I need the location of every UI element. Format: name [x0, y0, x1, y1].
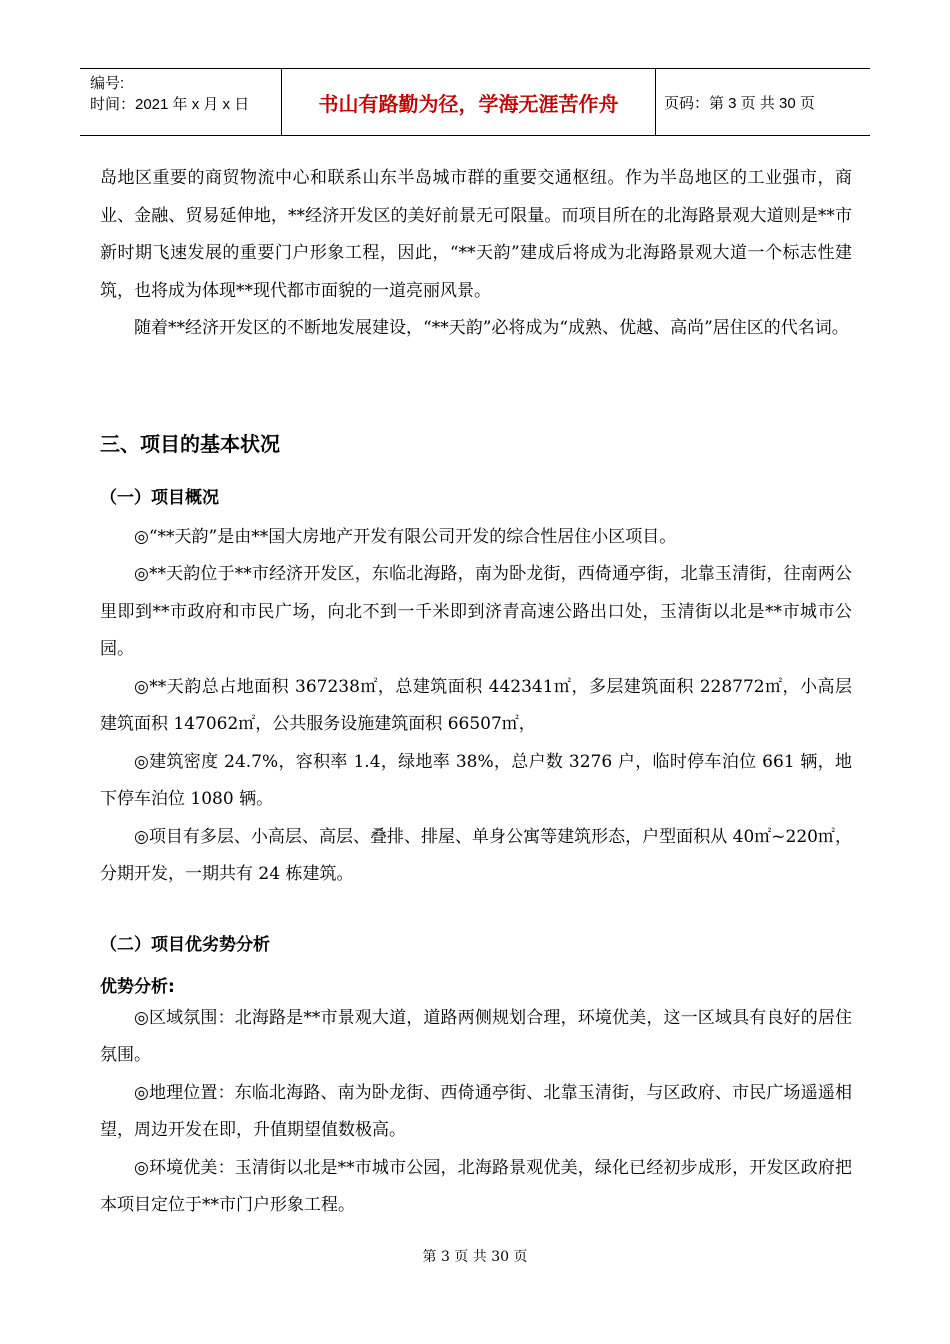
- subsection-heading: （二）项目优劣势分析: [100, 934, 270, 955]
- paragraph: ◎**天韵总占地面积 367238㎡，总建筑面积 442341㎡，多层建筑面积 228772㎡，小高层建筑面积 147062㎡，公共服务设施建筑面积 66507㎡，: [100, 676, 852, 734]
- advantage-heading: 优势分析:: [100, 976, 175, 997]
- paragraph: ◎地理位置：东临北海路、南为卧龙街、西倚通亭街、北靠玉清街，与区政府、市民广场遥遥相望，周边开发在即，升值期望值数极高。: [100, 1082, 852, 1140]
- document-body: [100, 160, 852, 1225]
- header-meta: [80, 69, 282, 135]
- paragraph: ◎区域氛围：北海路是**市景观大道，道路两侧规划合理，环境优美，这一区域具有良好的居住氛围。: [100, 1007, 852, 1065]
- subsection-heading: （一）项目概况: [100, 487, 219, 508]
- paragraph: 岛地区重要的商贸物流中心和联系山东半岛城市群的重要交通枢纽。作为半岛地区的工业强市，商业、金融、贸易延伸地，**经济开发区的美好前景无可限量。而项目所在的北海路景观大道则是**市新时期飞速发展的重要门户形象工程，因此，“**天韵”建成后将成为北海路景观大道一个标志性建筑，也将成为体现**现代都市面貌的一道亮丽风景。: [100, 168, 852, 301]
- paragraph: ◎项目有多层、小高层、高层、叠排、排屋、单身公寓等建筑形态，户型面积从 40㎡~220㎡，分期开发，一期共有 24 栋建筑。: [100, 826, 852, 884]
- date-label: 时间：2021 年 x 月 x 日: [90, 96, 250, 113]
- paragraph: ◎**天韵位于**市经济开发区，东临北海路，南为卧龙街，西倚通亭街，北靠玉清街，往南两公里即到**市政府和市民广场，向北不到一千米即到济青高速公路出口处，玉清街以北是**市城市公园。: [100, 564, 852, 659]
- header-motto: 书山有路勤为径，学海无涯苦作舟: [282, 69, 656, 135]
- page-header: [80, 68, 870, 136]
- page-footer: 第 3 页 共 30 页: [422, 1249, 528, 1265]
- header-page-info: 页码：第 3 页 共 30 页: [664, 94, 815, 112]
- paragraph: ◎“**天韵”是由**国大房地产开发有限公司开发的综合性居住小区项目。: [134, 526, 677, 547]
- number-label: 编号:: [90, 75, 125, 92]
- paragraph: ◎建筑密度 24.7%，容积率 1.4，绿地率 38%，总户数 3276 户，临时停车泊位 661 辆，地下停车泊位 1080 辆。: [100, 751, 852, 809]
- paragraph: 随着**经济开发区的不断地发展建设，“**天韵”必将成为“成熟、优越、高尚”居住区的代名词。: [134, 318, 849, 338]
- section-heading: 三、项目的基本状况: [100, 431, 280, 456]
- paragraph: ◎环境优美：玉清街以北是**市城市公园，北海路景观优美，绿化已经初步成形，开发区政府把本项目定位于**市门户形象工程。: [100, 1157, 852, 1215]
